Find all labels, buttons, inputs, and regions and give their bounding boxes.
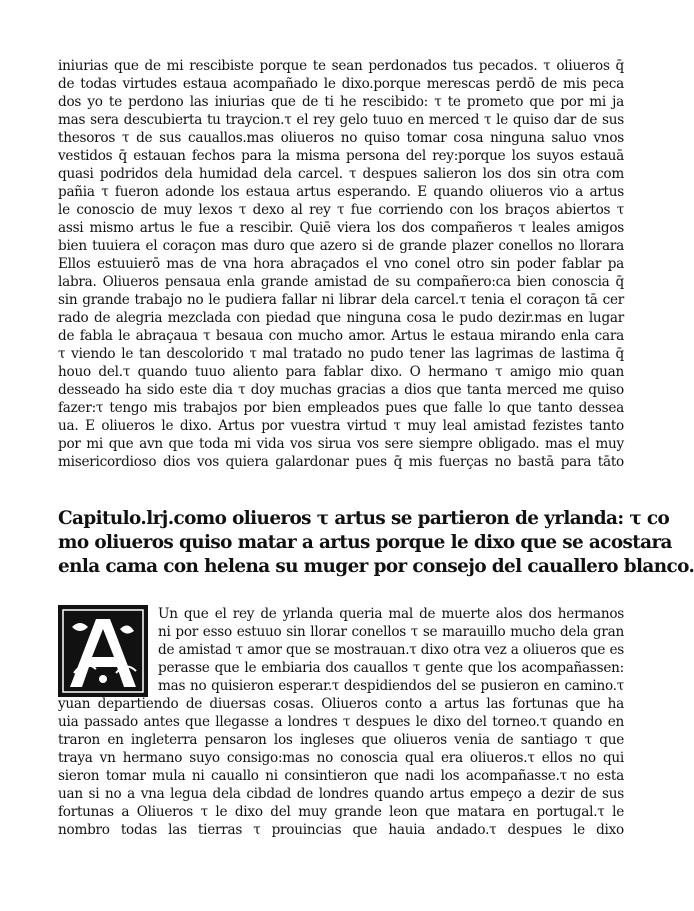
text-line: Un que el rey de yrlanda queria mal de muerte alos dos hermanos <box>158 606 624 622</box>
chapter-heading <box>58 507 694 579</box>
text-line: uan si no a vna legua dela cibdad de londres quando artus empeço a dezir de sus <box>58 786 624 802</box>
text-line: τ viendo le tan descolorido τ mal tratado no pudo tener las lagrimas de lastima q̄ <box>58 346 624 362</box>
text-line: bien tuuiera el coraçon mas duro que azero si de grande plazer conellos no llorara <box>58 238 624 254</box>
text-line: ua. E oliueros le dixo. Artus por vuestra virtud τ muy leal amistad fezistes tanto <box>58 418 624 434</box>
text-line: de amistad τ amor que se mostrauan.τ dixo otra vez a oliueros que es <box>158 642 624 658</box>
text-line: le conoscio de muy lexos τ dexo al rey τ fue corriendo con los braços abiertos τ <box>58 202 624 218</box>
text-line: Ellos estuuierō mas de vna hora abraçados el vno conel otro sin poder fablar pa <box>58 256 624 272</box>
body-paragraph <box>58 605 624 839</box>
text-line: por mi que avn que toda mi vida vos sirua vos sere siempre obligado. mas el muy <box>58 436 624 452</box>
text-line: labra. Oliueros pensaua enla grande amistad de su compañero:ca bien conoscia q̄ <box>58 274 624 290</box>
text-line: sin grande trabajo no le pudiera fallar ni librar dela carcel.τ tenia el coraçon tā cer <box>58 292 624 308</box>
text-line: thesoros τ de sus cauallos.mas oliueros no quiso tomar cosa ninguna saluo vnos <box>58 130 624 146</box>
text-line: assi mismo artus le fue a rescibir. Quiē viera los dos compañeros τ leales amigos <box>58 220 624 236</box>
text-line: quasi podridos dela humidad dela carcel. τ despues salieron los dos sin otra com <box>58 166 624 182</box>
text-line: mas no quisieron esperar.τ despidiendos del se pusieron en camino.τ <box>158 678 624 694</box>
text-line: dos yo te perdono las iniurias que de ti he rescibido: τ te prometo que por mi ja <box>58 94 624 110</box>
text-line: misericordioso dios vos quiera galardonar pues q̄ mis fuerças no bastā para tāto <box>58 454 624 470</box>
heading-line: mo oliueros quiso matar a artus porque le dixo que se acostara <box>58 532 672 553</box>
text-line: fortunas a Oliueros τ le dixo del muy grande leon que matara en portugal.τ le <box>58 804 624 820</box>
text-line: pañia τ fueron adonde los estaua artus esperando. E quando oliueros vio a artus <box>58 184 624 200</box>
text-line: traron en ingleterra pensaron los ingleses que oliueros venia de santiago τ que <box>58 732 624 748</box>
heading-line: enla cama con helena su muger por consejo del cauallero blanco. <box>58 556 694 577</box>
text-line: houo del.τ quando tuuo aliento para fablar dixo. O hermano τ amigo mio quan <box>58 364 624 380</box>
text-line: de fabla le abraçaua τ besaua con mucho amor. Artus le estaua mirando enla cara <box>58 328 624 344</box>
text-line: rado de alegria mezclada con piedad que ninguna cosa le pudo dezir.mas en lugar <box>58 310 624 326</box>
text-line: de todas virtudes estaua acompañado le dixo.porque merescas perdō de mis peca <box>58 76 624 92</box>
heading-line: Capitulo.lrj.como oliueros τ artus se partieron de yrlanda: τ co <box>58 508 670 529</box>
text-line: nombro todas las tierras τ prouincias que hauia andado.τ despues le dixo <box>58 822 624 838</box>
text-line: yuan departiendo de diuersas cosas. Oliueros conto a artus las fortunas que ha <box>58 696 624 712</box>
text-line: uia passado antes que llegasse a londres τ despues le dixo del torneo.τ quando en <box>58 714 624 730</box>
text-line: perasse que le embiaria dos cauallos τ gente que los acompañassen: <box>158 660 624 676</box>
text-line: vestidos q̄ estauan fechos para la misma persona del rey:porque los suyos estauā <box>58 148 624 164</box>
text-line: fazer:τ tengo mis trabajos por bien empleados pues que falle lo que tanto dessea <box>58 400 624 416</box>
text-line: ni por esso estuuo sin llorar conellos τ se marauillo mucho dela gran <box>158 624 624 640</box>
body-paragraph <box>58 57 624 471</box>
text-line: desseado ha sido este dia τ doy muchas gracias a dios que tanta merced me quiso <box>58 382 624 398</box>
text-line: traya vn hermano suyo consigo:mas no conoscia qual era oliueros.τ ellos no qui <box>58 750 624 766</box>
text-line: iniurias que de mi rescibiste porque te sean perdonados tus pecados. τ oliueros q̄ <box>58 58 624 74</box>
text-line: mas sera descubierta tu traycion.τ el rey gelo tuuo en merced τ le quiso dar de sus <box>58 112 624 128</box>
text-line: sieron tomar mula ni cauallo ni consintieron que nadi los acompañasse.τ no esta <box>58 768 624 784</box>
